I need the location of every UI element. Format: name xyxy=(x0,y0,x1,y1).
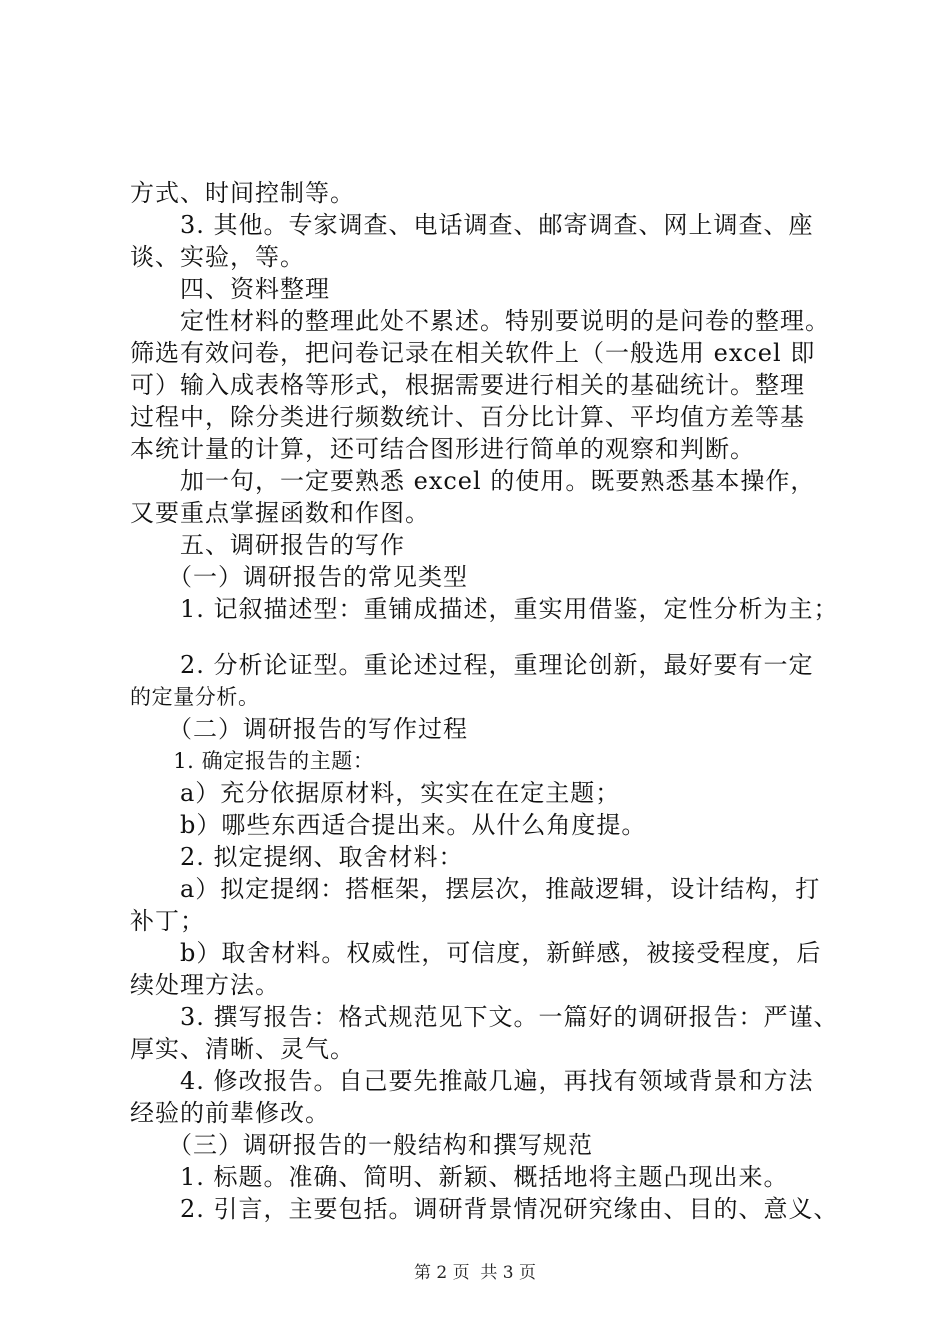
text-line: 本统计量的计算，还可结合图形进行简单的观察和判断。 xyxy=(130,435,755,463)
text-line: b）取舍材料。权威性，可信度，新鲜感，被接受程度，后 xyxy=(130,939,822,967)
text-line: 加一句，一定要熟悉 excel 的使用。既要熟悉基本操作， xyxy=(130,467,816,495)
text-line: 可）输入成表格等形式，根据需要进行相关的基础统计。整理 xyxy=(130,371,805,399)
section-heading: 四、资料整理 xyxy=(130,275,330,303)
text-line: 筛选有效问卷，把问卷记录在相关软件上（一般选用 excel 即 xyxy=(130,339,816,367)
text-line: 定性材料的整理此处不累述。特别要说明的是问卷的整理。 xyxy=(130,307,830,335)
text-line: a）充分依据原材料，实实在在定主题； xyxy=(130,779,621,807)
text-line: 方式、时间控制等。 xyxy=(130,179,355,207)
subsection-heading: （一）调研报告的常见类型 xyxy=(130,563,468,591)
text-line: 3. 撰写报告：格式规范见下文。一篇好的调研报告：严谨、 xyxy=(130,1003,839,1031)
text-line: 续处理方法。 xyxy=(130,971,280,999)
text-line: b）哪些东西适合提出来。从什么角度提。 xyxy=(130,811,647,839)
text-line: 1. 标题。准确、简明、新颖、概括地将主题凸现出来。 xyxy=(130,1163,789,1191)
subsection-heading: （二）调研报告的写作过程 xyxy=(130,715,468,743)
text-line: 经验的前辈修改。 xyxy=(130,1099,330,1127)
text-line: 2. 分析论证型。重论述过程，重理论创新，最好要有一定 xyxy=(130,651,814,679)
text-line: 厚实、清晰、灵气。 xyxy=(130,1035,355,1063)
text-line: 又要重点掌握函数和作图。 xyxy=(130,499,430,527)
text-line: 1. 记叙描述型：重铺成描述，重实用借鉴，定性分析为主； xyxy=(130,595,839,623)
text-line: a）拟定提纲：搭框架，摆层次，推敲逻辑，设计结构，打 xyxy=(130,875,821,903)
text-line: 1. 确定报告的主题： xyxy=(130,749,375,773)
section-heading: 五、调研报告的写作 xyxy=(130,531,405,559)
text-line: 的定量分析。 xyxy=(130,685,260,709)
text-line: 2. 引言，主要包括。调研背景情况研究缘由、目的、意义、 xyxy=(130,1195,839,1223)
text-line: 2. 拟定提纲、取舍材料： xyxy=(130,843,464,871)
text-line: 补丁； xyxy=(130,907,205,935)
page-number-footer: 第 2 页 共 3 页 xyxy=(413,1263,537,1283)
subsection-heading: （三）调研报告的一般结构和撰写规范 xyxy=(130,1131,593,1159)
text-line: 过程中，除分类进行频数统计、百分比计算、平均值方差等基 xyxy=(130,403,805,431)
text-line: 4. 修改报告。自己要先推敲几遍，再找有领域背景和方法 xyxy=(130,1067,814,1095)
text-line: 谈、实验，等。 xyxy=(130,243,305,271)
text-line: 3. 其他。专家调查、电话调查、邮寄调查、网上调查、座 xyxy=(130,211,814,239)
